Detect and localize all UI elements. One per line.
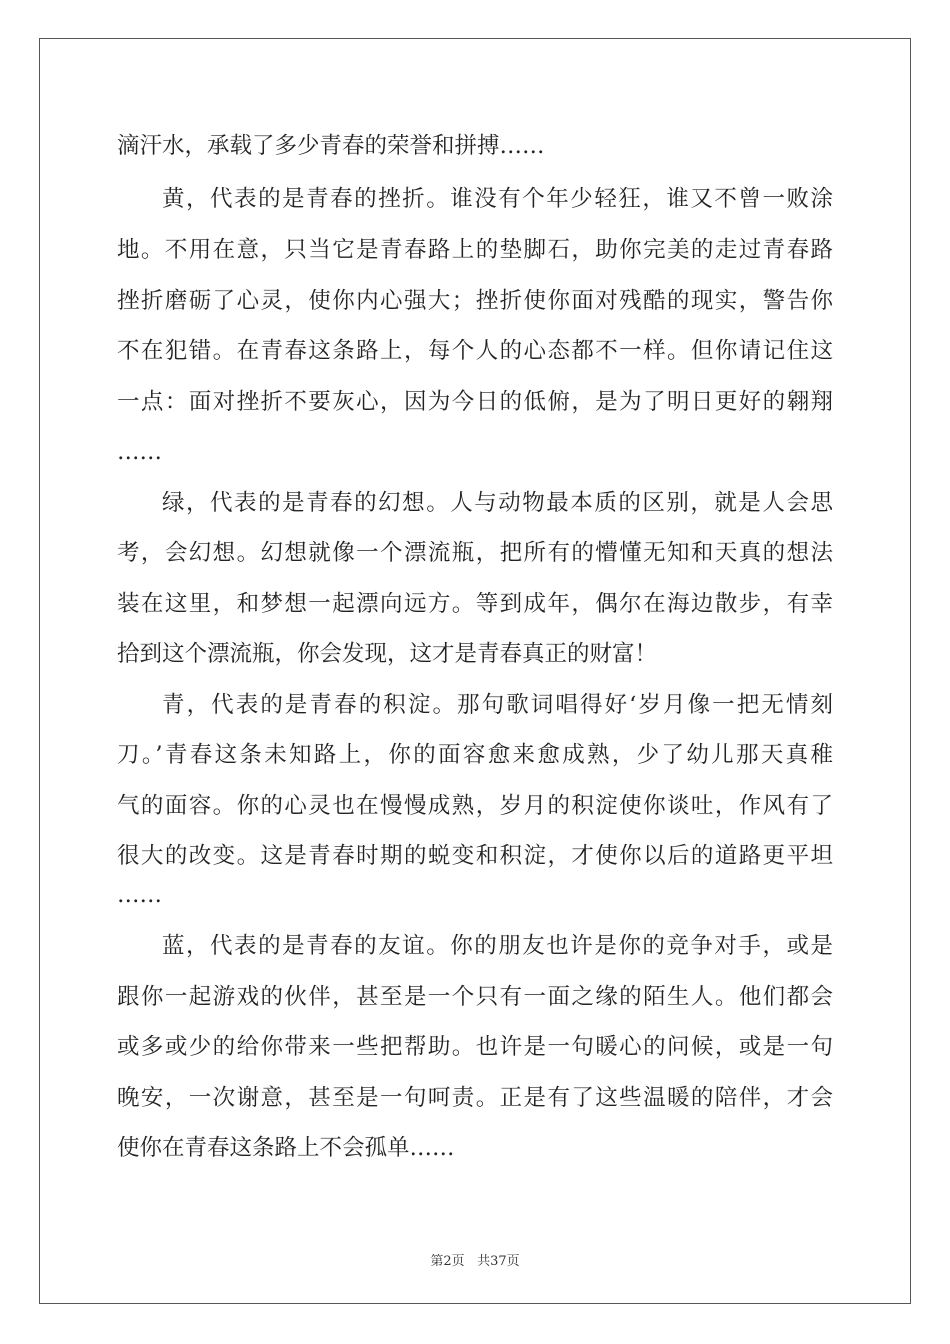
text-line: 一点：面对挫折不要灰心，因为今日的低俯，是为了明日更好的翱翔 bbox=[117, 389, 833, 415]
paragraph-first-line: 青，代表的是青春的积淀。那句歌词唱得好‘岁月像一把无情刻 bbox=[162, 692, 833, 718]
ellipsis-line: …… bbox=[117, 882, 162, 908]
paragraph-first-line: 绿，代表的是青春的幻想。人与动物最本质的区别，就是人会思 bbox=[162, 490, 833, 516]
text-line: 很大的改变。这是青春时期的蜕变和积淀，才使你以后的道路更平坦 bbox=[117, 843, 833, 869]
text-line: 跟你一起游戏的伙伴，甚至是一个只有一面之缘的陌生人。他们都会 bbox=[117, 984, 833, 1010]
text-line: 不在犯错。在青春这条路上，每个人的心态都不一样。但你请记住这 bbox=[117, 338, 833, 364]
text-line: 使你在青春这条路上不会孤单…… bbox=[117, 1135, 455, 1161]
text-line: 晚安，一次谢意，甚至是一句呵责。正是有了这些温暖的陪伴，才会 bbox=[117, 1085, 833, 1111]
text-line: 拾到这个漂流瓶，你会发现，这才是青春真正的财富！ bbox=[117, 641, 658, 667]
text-line: 或多或少的给你带来一些把帮助。也许是一句暖心的问候，或是一句 bbox=[117, 1034, 833, 1060]
ellipsis-line: …… bbox=[117, 439, 162, 465]
page-number: 第2页 bbox=[430, 1254, 465, 1269]
text-line: 装在这里，和梦想一起漂向远方。等到成年，偶尔在海边散步，有幸 bbox=[117, 591, 833, 617]
text-line: 气的面容。你的心灵也在慢慢成熟，岁月的积淀使你谈吐，作风有了 bbox=[117, 793, 833, 819]
page-total: 共37页 bbox=[477, 1254, 520, 1269]
text-line: 滴汗水，承载了多少青春的荣誉和拼搏…… bbox=[117, 133, 545, 159]
text-line: 考，会幻想。幻想就像一个漂流瓶，把所有的懵懂无知和天真的想法 bbox=[117, 540, 833, 566]
text-line: 地。不用在意，只当它是青春路上的垫脚石，助你完美的走过青春路 bbox=[117, 237, 833, 263]
text-line: 挫折磨砺了心灵，使你内心强大；挫折使你面对残酷的现实，警告你 bbox=[117, 288, 833, 314]
page-footer bbox=[0, 1250, 950, 1269]
paragraph-first-line: 黄，代表的是青春的挫折。谁没有个年少轻狂，谁又不曾一败涂 bbox=[162, 186, 833, 212]
text-line: 刀。’青春这条未知路上，你的面容愈来愈成熟，少了幼儿那天真稚 bbox=[117, 742, 833, 768]
paragraph-first-line: 蓝，代表的是青春的友谊。你的朋友也许是你的竞争对手，或是 bbox=[162, 933, 833, 959]
